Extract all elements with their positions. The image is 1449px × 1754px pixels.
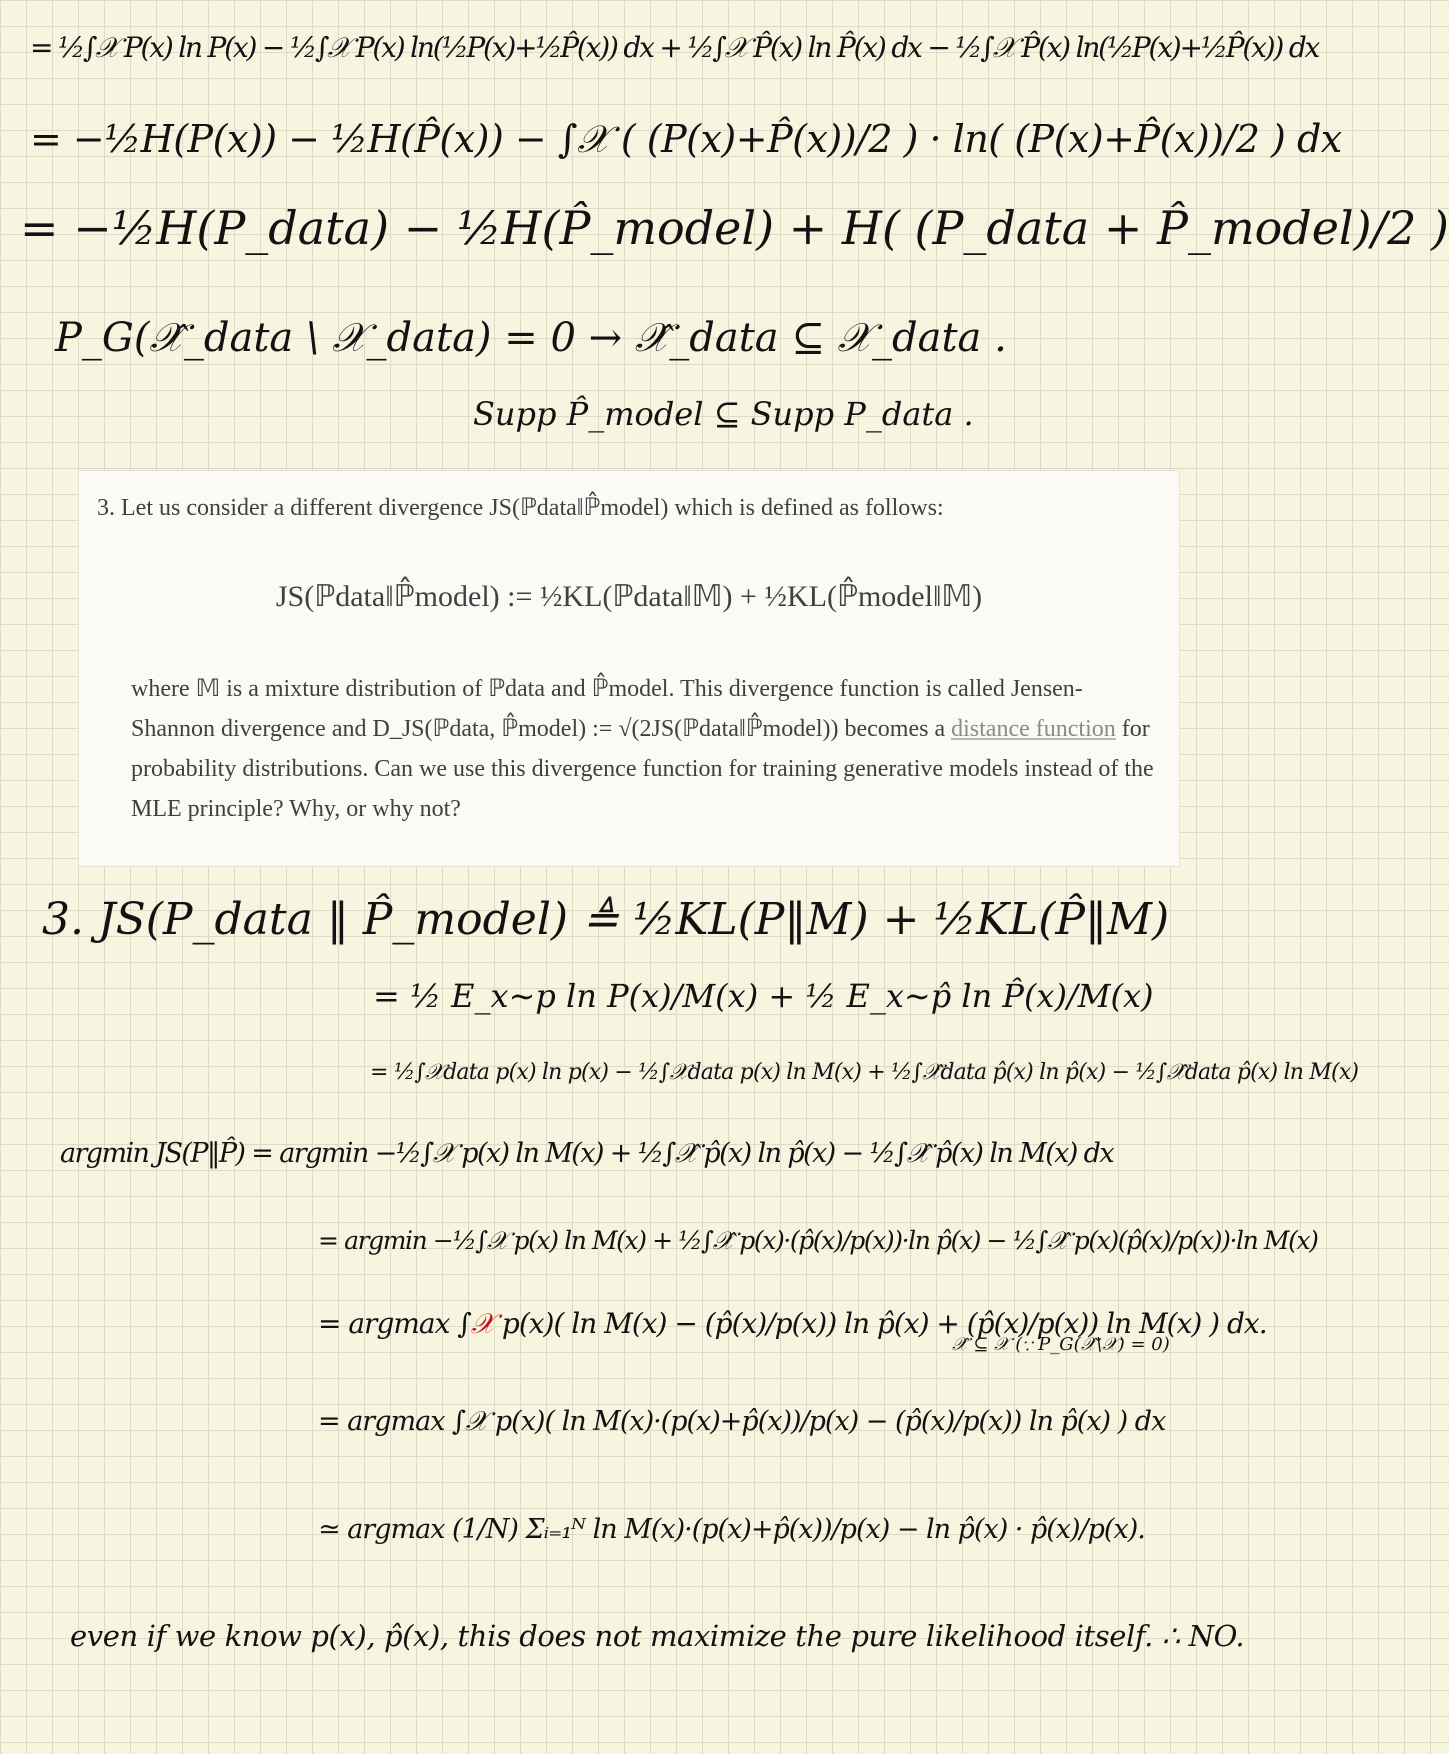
- solution-line-3: = ½∫𝒳data p(x) ln p(x) − ½∫𝒳data p(x) ln M(x) + ½∫𝒳̂data p̂(x) ln p̂(x) − ½∫𝒳̂data p̂(x) ln M(x): [370, 1060, 1359, 1085]
- handwritten-line-3: = −½H(P_data) − ½H(P̂_model) + H( (P_data + P̂_model)/2 ): [20, 201, 1449, 255]
- argmax-integrand: p(x)( ln M(x) − (p̂(x)/p(x)) ln p̂(x) + (p̂(x)/p(x)) ln M(x) ) dx.: [501, 1307, 1267, 1340]
- solution-line-5: = argmin −½∫𝒳 p(x) ln M(x) + ½∫𝒳̂ p(x)·(p̂(x)/p(x))·ln p̂(x) − ½∫𝒳̂ p(x)(p̂(x)/p(x))·ln M(x): [318, 1226, 1318, 1255]
- solution-line-2: = ½ E_x∼p ln P(x)/M(x) + ½ E_x∼p̂ ln P̂(x)/M(x): [373, 977, 1154, 1015]
- red-domain-x: 𝒳: [470, 1307, 494, 1340]
- handwritten-line-5: Supp P̂_model ⊆ Supp P_data .: [473, 395, 974, 433]
- handwritten-line-1: = ½∫𝒳 P(x) ln P(x) − ½∫𝒳 P(x) ln(½P(x)+½P̂(x)) dx + ½∫𝒳 P̂(x) ln P̂(x) dx − ½∫𝒳 P̂(x) ln(½P(x)+½P̂(x)) dx: [30, 31, 1319, 64]
- conclusion-line: even if we know p(x), p̂(x), this does not maximize the pure likelihood itself. ∴ NO.: [70, 1619, 1245, 1653]
- solution-line-8: ≃ argmax (1/N) Σᵢ₌₁ᴺ ln M(x)·(p(x)+p̂(x))/p(x) − ln p̂(x) · p̂(x)/p(x).: [318, 1514, 1145, 1545]
- solution-line-7: = argmax ∫𝒳 p(x)( ln M(x)·(p(x)+p̂(x))/p(x) − (p̂(x)/p(x)) ln p̂(x) ) dx: [318, 1406, 1166, 1437]
- question-card: [78, 470, 1180, 867]
- handwritten-line-4: P_G(𝒳̂_data \ 𝒳_data) = 0 → 𝒳̂_data ⊆ 𝒳_data .: [55, 315, 1007, 361]
- question-body: [131, 669, 1161, 829]
- argmax-integral: = argmax ∫: [318, 1307, 471, 1340]
- solution-line-4: argmin JS(P‖P̂) = argmin −½∫𝒳 p(x) ln M(x) + ½∫𝒳̂ p̂(x) ln p̂(x) − ½∫𝒳̂ p̂(x) ln M(x) dx: [60, 1138, 1113, 1169]
- question-prompt: 3. Let us consider a different divergence JS(ℙdata‖ℙ̂model) which is defined as follows:: [97, 495, 944, 521]
- question-body-text-1: where 𝕄 is a mixture distribution of ℙdata and ℙ̂model. This divergence function is called Jensen-Shannon divergence and D_JS(ℙdata, ℙ̂model) := √(2JS(ℙdata‖ℙ̂model)) becomes a: [131, 676, 1083, 742]
- js-definition-equation: JS(ℙdata‖ℙ̂model) := ½KL(ℙdata‖𝕄) + ½KL(ℙ̂model‖𝕄): [275, 580, 983, 613]
- question-body-text-2: for probability distributions. Can we use this divergence function for training generative models instead of the MLE principle? Why, or why not?: [131, 716, 1154, 822]
- subset-annotation: 𝒳̂ ⊆ 𝒳 (∵ P_G(𝒳̂\𝒳) = 0): [952, 1334, 1170, 1355]
- solution-line-1: 3. JS(P_data ‖ P̂_model) ≜ ½KL(P‖M) + ½KL(P̂‖M): [42, 894, 1170, 945]
- distance-function-link[interactable]: distance function: [951, 716, 1116, 742]
- handwritten-line-2: = −½H(P(x)) − ½H(P̂(x)) − ∫𝒳 ( (P(x)+P̂(x))/2 ) · ln( (P(x)+P̂(x))/2 ) dx: [30, 117, 1342, 161]
